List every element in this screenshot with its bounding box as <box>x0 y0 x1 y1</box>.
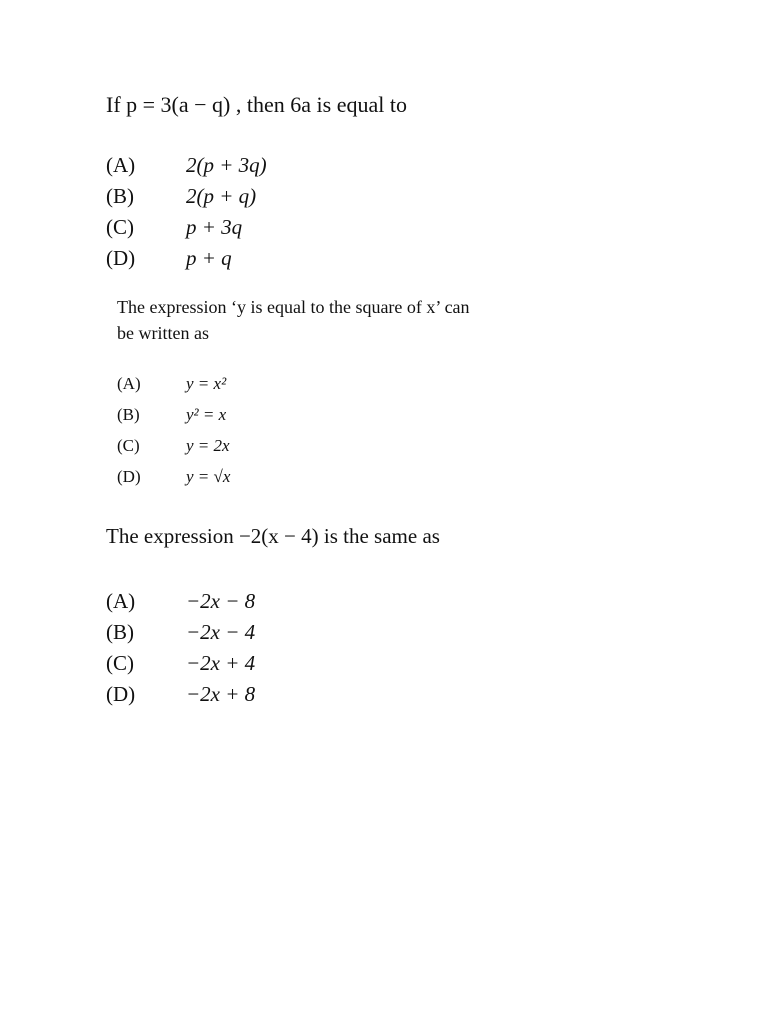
question-2-option-a-text: y = x² <box>186 374 227 393</box>
question-3-option-a-letter: (A) <box>106 589 136 613</box>
question-1-option-d-text: p + q <box>186 246 232 270</box>
question-2-option-d-text: y = √x <box>186 467 231 486</box>
question-2-option-b-letter: (B) <box>117 405 140 424</box>
question-2-prompt-line-2: be written as <box>117 323 209 343</box>
question-3-option-c-text: −2x + 4 <box>186 651 256 675</box>
question-1-option-a-letter: (A) <box>106 153 136 177</box>
question-3-option-a-text: −2x − 8 <box>186 589 256 613</box>
question-3-option-c-letter: (C) <box>106 651 134 675</box>
question-3-option-d-text: −2x + 8 <box>186 682 256 706</box>
question-1-option-a-text: 2(p + 3q) <box>186 153 267 177</box>
question-2-option-c-letter: (C) <box>117 436 140 455</box>
question-3-option-b-text: −2x − 4 <box>186 620 256 644</box>
question-2-option-d-letter: (D) <box>117 467 141 486</box>
question-3-option-b-letter: (B) <box>106 620 134 644</box>
question-2-option-c-text: y = 2x <box>186 436 230 455</box>
question-2-option-b-text: y² = x <box>186 405 227 424</box>
question-3-prompt: The expression −2(x − 4) is the same as <box>106 524 440 548</box>
question-1-option-b-text: 2(p + q) <box>186 184 257 208</box>
question-1-option-d-letter: (D) <box>106 246 136 270</box>
question-3-option-d-letter: (D) <box>106 682 136 706</box>
question-1-option-c-text: p + 3q <box>186 215 243 239</box>
question-1-option-b-letter: (B) <box>106 184 134 208</box>
question-1-option-c-letter: (C) <box>106 215 134 239</box>
question-1-prompt: If p = 3(a − q) , then 6a is equal to <box>106 92 407 117</box>
question-2-prompt-line-1: The expression ‘y is equal to the square of x’ can <box>117 297 470 317</box>
question-2-option-a-letter: (A) <box>117 374 141 393</box>
